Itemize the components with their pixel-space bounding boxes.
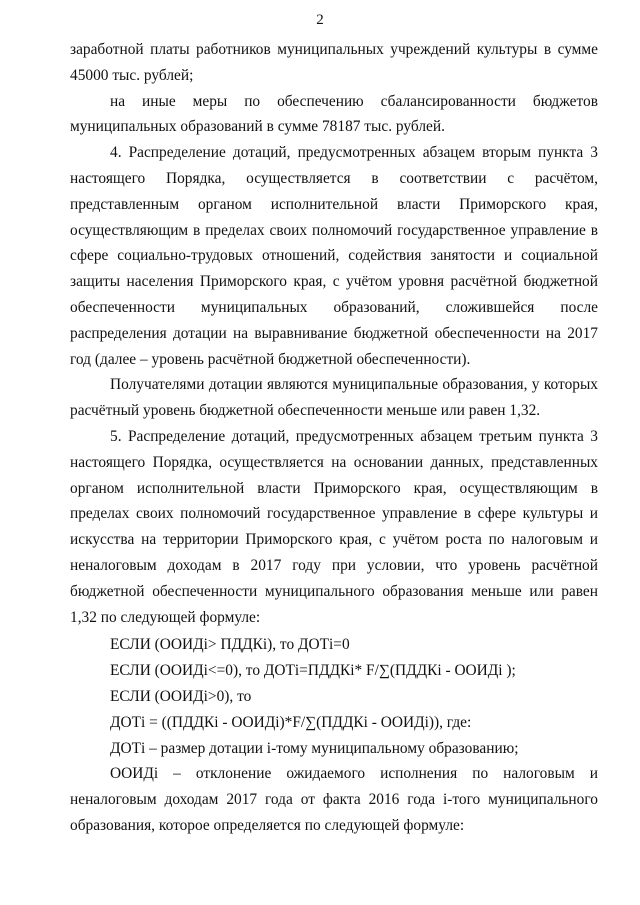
- paragraph-section-5: 5. Распределение дотаций, предусмотренных абзацем третьим пункта 3 настоящего Порядка, осуществляется на основании данных, представленных органом исполнительной власти Приморского края, осуществляющим в пределах своих полномочий государственное управление в сфере культуры и искусства на территории Приморского края, с учётом роста по налоговым и неналоговым доходам в 2017 году при условии, что уровень расчётной бюджетной обеспеченности муниципального образования меньше или равен 1,32 по следующей формуле:: [70, 427, 598, 626]
- paragraph-section-4: 4. Распределение дотаций, предусмотренных абзацем вторым пункта 3 настоящего Порядка, осуществляется в соответствии с расчётом, представленным органом исполнительной власти Приморского края, осуществляющим в пределах своих полномочий государственное управление в сфере социально-трудовых отношений, содействия занятости и социальной защиты населения Приморского края, с учётом уровня расчётной бюджетной обеспеченности муниципальных образований, сложившейся после распределения дотации на выравнивание бюджетной обеспеченности на 2017 год (далее – уровень расчётной бюджетной обеспеченности).: [70, 144, 598, 368]
- formula-condition-1: ЕСЛИ (ООИДi> ПДДКi), то ДОТi=0: [110, 636, 350, 654]
- definition-dot: ДОТi – размер дотации i-тому муниципальному образованию;: [110, 739, 519, 757]
- formula-condition-3: ЕСЛИ (ООИДi>0), то: [110, 687, 252, 705]
- page-number: 2: [316, 12, 324, 28]
- definition-ooid: ООИДi – отклонение ожидаемого исполнения по налоговым и неналоговым доходам 2017 года от факта 2016 года i-того муниципального образования, которое определяется по следующей формуле:: [70, 765, 598, 834]
- formula-main: ДОТi = ((ПДДКi - ООИДi)*F/∑(ПДДКi - ООИДi)), где:: [110, 713, 472, 731]
- paragraph-recipients: Получателями дотации являются муниципальные образования, у которых расчётный уровень бюджетной обеспеченности меньше или равен 1,32.: [70, 376, 598, 420]
- formula-condition-2: ЕСЛИ (ООИДi<=0), то ДОТi=ПДДКi* F/∑(ПДДКi - ООИДi );: [110, 662, 516, 680]
- paragraph-balance-measures: на иные меры по обеспечению сбалансированности бюджетов муниципальных образований в сумме 78187 тыс. рублей.: [70, 92, 598, 136]
- paragraph-salary-allocation: заработной платы работников муниципальных учреждений культуры в сумме 45000 тыс. рублей;: [70, 41, 598, 84]
- document-body: [70, 37, 598, 839]
